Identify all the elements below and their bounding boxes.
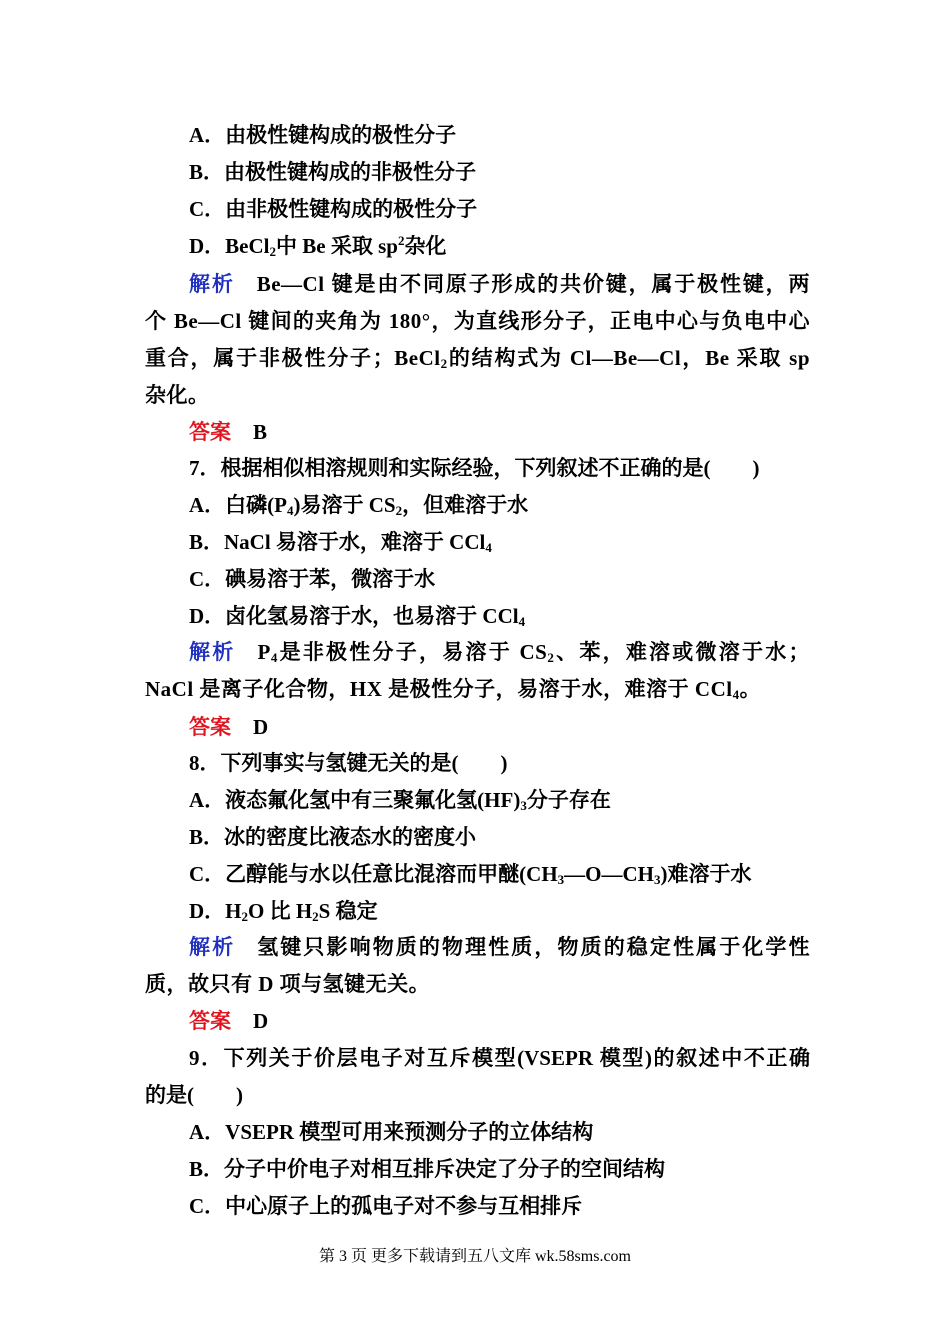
explanation-label: 解析	[189, 640, 236, 664]
q8-answer: 答案 D	[189, 1009, 269, 1033]
q9-option-b: B．分子中价电子对相互排斥决定了分子的空间结构	[189, 1157, 666, 1181]
q9-option-c: C．中心原子上的孤电子对不参与互相排斥	[189, 1194, 583, 1218]
q6-explanation-line-3: 重合，属于非极性分子；BeCl$_2$的结构式为 Cl—Be—Cl，Be 采取 sp	[145, 346, 811, 371]
q9-option-a: A．VSEPR 模型可用来预测分子的立体结构	[189, 1120, 594, 1144]
q7-option-c: C．碘易溶于苯，微溶于水	[189, 567, 436, 591]
q9-stem-line-1: 9．下列关于价层电子对互斥模型(VSEPR 模型)的叙述中不正确	[189, 1046, 810, 1070]
q6-option-b: B．由极性键构成的非极性分子	[189, 160, 477, 184]
q8-option-c: C．乙醇能与水以任意比混溶而甲醚$(CH_3—O—CH_3)$难溶于水	[189, 862, 752, 887]
answer-label: 答案	[189, 420, 231, 444]
q6-explanation-line-1: 解析 Be—Cl 键是由不同原子形成的共价键，属于极性键，两	[189, 272, 811, 296]
q9-stem-line-2: 的是( )	[145, 1083, 243, 1107]
explanation-label: 解析	[189, 272, 235, 296]
q6-answer: 答案 B	[189, 420, 268, 444]
page-footer	[0, 1246, 950, 1268]
q6-explanation-line-2: 个 Be—Cl 键间的夹角为 180°，为直线形分子，正电中心与负电中心	[145, 309, 810, 333]
q8-option-a: A．液态氟化氢中有三聚氟化氢$(HF)_3$分子存在	[189, 788, 611, 813]
footer-text: 第 3 页 更多下载请到五八文库 wk.58sms.com	[318, 1248, 631, 1265]
q7-answer: 答案 D	[189, 715, 269, 739]
q8-option-b: B．冰的密度比液态水的密度小	[189, 825, 477, 849]
q8-stem: 8．下列事实与氢键无关的是( )	[189, 751, 508, 775]
q7-stem: 7．根据相似相溶规则和实际经验，下列叙述不正确的是( )	[189, 456, 760, 480]
q7-option-d: D．卤化氢易溶于水，也易溶于 CCl$_4$	[189, 604, 526, 629]
answer-label: 答案	[189, 1009, 231, 1033]
q6-option-c: C．由非极性键构成的极性分子	[189, 197, 478, 221]
q7-option-a: A．白磷$(P_4)$易溶于 $CS_2$，但难溶于水	[189, 493, 529, 518]
q8-option-d: D．$H_2O$ 比 $H_2S$ 稳定	[189, 899, 378, 924]
answer-label: 答案	[189, 715, 231, 739]
q6-option-d: D．BeCl$_2$中 Be 采取 $sp^2$杂化	[189, 233, 447, 259]
q7-explanation-line-2: NaCl 是离子化合物，HX 是极性分子，易溶于水，难溶于 CCl$_4$。	[145, 677, 762, 702]
q8-explanation-line-2: 质，故只有 D 项与氢键无关。	[145, 972, 431, 996]
q6-option-a: A．由极性键构成的极性分子	[189, 123, 457, 147]
explanation-label: 解析	[189, 935, 236, 959]
q7-option-b: B．NaCl 易溶于水，难溶于 CCl$_4$	[189, 530, 492, 555]
q8-explanation-line-1: 解析 氢键只影响物质的物理性质，物质的稳定性属于化学性	[189, 935, 811, 959]
q7-explanation-line-1: 解析 $P_4$是非极性分子，易溶于 $CS_2$、苯，难溶或微溶于水；	[189, 640, 811, 665]
q6-explanation-line-4: 杂化。	[145, 383, 210, 407]
